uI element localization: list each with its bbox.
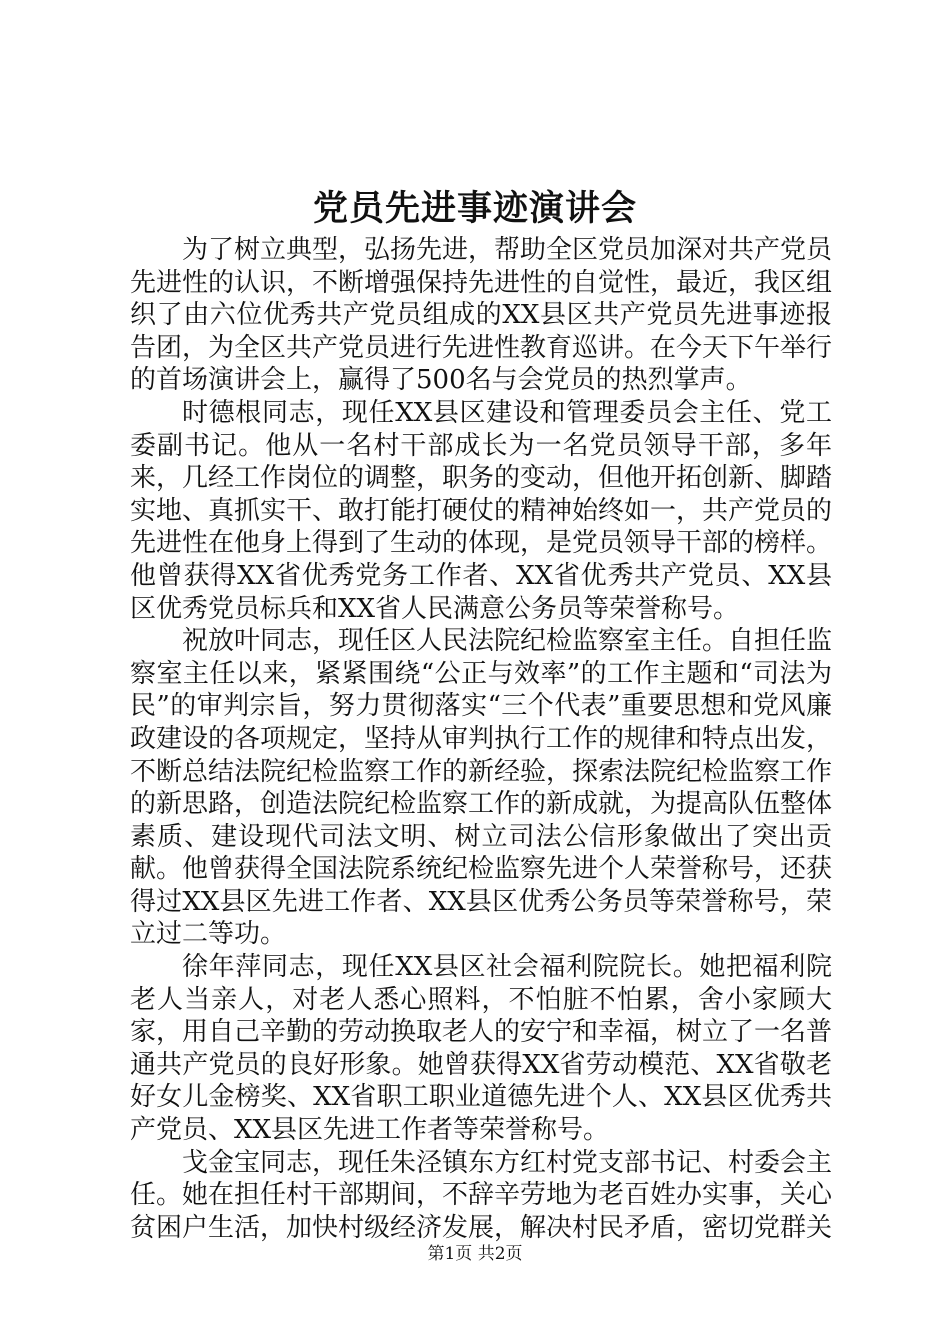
page-footer: 第1页 共2页 bbox=[427, 1244, 523, 1264]
paragraph-xu-nianping: 徐年萍同志，现任XX县区社会福利院院长。她把福利院老人当亲人，对老人悉心照料，不怕脏不怕累，舍小家顾大家，用自己辛勤的劳动换取老人的安宁和幸福，树立了一名普通共产党员的良好形象。她曾获得XX省劳动模范、XX省敬老好女儿金榜奖、XX省职工职业道德先进个人、XX县区优秀共产党员、XX县区先进工作者等荣誉称号。 bbox=[130, 952, 833, 1146]
paragraph-intro: 为了树立典型，弘扬先进，帮助全区党员加深对共产党员先进性的认识，不断增强保持先进性的自觉性，最近，我区组织了由六位优秀共产党员组成的XX县区共产党员先进事迹报告团，为全区共产党员进行先进性教育巡讲。在今天下午举行的首场演讲会上，赢得了500名与会党员的热烈掌声。 bbox=[130, 235, 833, 396]
document-title: 党员先进事迹演讲会 bbox=[312, 188, 637, 229]
document-body bbox=[130, 234, 832, 1244]
paragraph-shi-degen: 时德根同志，现任XX县区建设和管理委员会主任、党工委副书记。他从一名村干部成长为一名党员领导干部，多年来，几经工作岗位的调整，职务的变动，但他开拓创新、脚踏实地、真抓实干、敢打能打硬仗的精神始终如一，共产党员的先进性在他身上得到了生动的体现，是党员领导干部的榜样。他曾获得XX省优秀党务工作者、XX省优秀共产党员、XX县区优秀党员标兵和XX省人民满意公务员等荣誉称号。 bbox=[130, 397, 833, 624]
paragraph-zhu-fangye: 祝放叶同志，现任区人民法院纪检监察室主任。自担任监察室主任以来，紧紧围绕“公正与效率”的工作主题和“司法为民”的审判宗旨，努力贯彻落实“三个代表”重要思想和党风廉政建设的各项规定，坚持从审判执行工作的规律和特点出发，不断总结法院纪检监察工作的新经验，探索法院纪检监察工作的新思路，创造法院纪检监察工作的新成就，为提高队伍整体素质、建设现代司法文明、树立司法公信形象做出了突出贡献。他曾获得全国法院系统纪检监察先进个人荣誉称号，还获得过XX县区先进工作者、XX县区优秀公务员等荣誉称号，荣立过二等功。 bbox=[130, 626, 833, 950]
paragraph-ge-jinbao: 戈金宝同志，现任朱泾镇东方红村党支部书记、村委会主任。她在担任村干部期间，不辞辛劳地为老百姓办实事，关心贫困户生活，加快村级经济发展，解决村民矛盾，密切党群关 bbox=[130, 1147, 833, 1243]
